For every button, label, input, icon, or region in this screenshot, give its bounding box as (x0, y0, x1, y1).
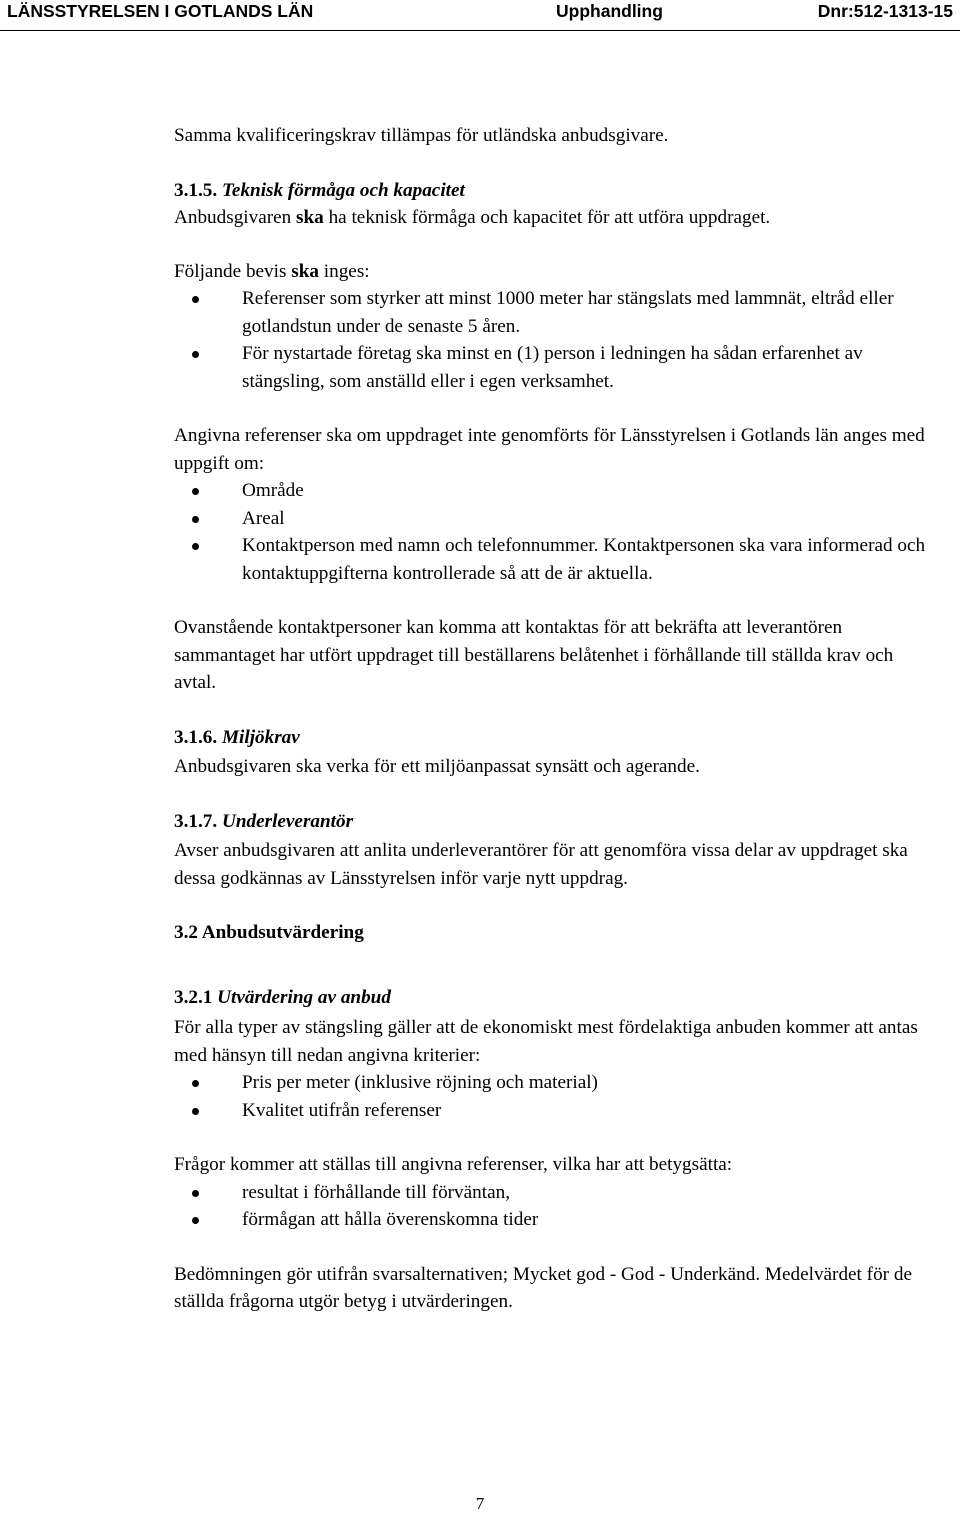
list-item-text: Kontaktperson med namn och telefonnummer. Kontaktpersonen ska vara informerad och kontaktuppgifterna kontrollerade så att de är aktuella. (242, 535, 926, 584)
list-item-text: Areal (242, 507, 285, 529)
list-item-text: Område (242, 480, 304, 501)
section-number: 3.2.1 (174, 986, 213, 1008)
list-item (174, 1179, 926, 1207)
section-3-1-6-text: Anbudsgivaren ska verka för ett miljöanpassat synsätt och agerande. (174, 756, 700, 777)
section-number: 3.1.7. (174, 810, 218, 832)
bullet-icon (192, 1108, 199, 1115)
list-item-text: För nystartade företag ska minst en (1) person i ledningen ha sådan erfarenhet av stängsling, som anställd eller i egen verksamhet. (242, 343, 863, 392)
section-3-1-6-heading (174, 724, 926, 752)
bullet-icon (192, 516, 199, 523)
paragraph-contacts: Ovanstående kontaktpersoner kan komma att kontaktas för att bekräfta att leverantören sammantaget har utfört uppdraget till beställarens belåtenhet i förhållande till ställda krav och avtal. (174, 617, 894, 693)
bullet-icon (192, 488, 199, 495)
text-fragment: ha teknisk förmåga och kapacitet för att utföra uppdraget. (323, 207, 771, 228)
references-list (174, 477, 926, 587)
section-title: Underleverantör (221, 810, 354, 832)
page-number: 7 (475, 1494, 485, 1513)
section-3-1-7-text: Avser anbudsgivaren att anlita underleverantörer för att genomföra vissa delar av uppdraget ska dessa godkännas av Länsstyrelsen inför varje nytt uppdrag. (174, 840, 908, 889)
questions-intro: Frågor kommer att ställas till angivna referenser, vilka har att betygsätta: (174, 1154, 733, 1175)
list-item-text: resultat i förhållande till förväntan, (242, 1181, 510, 1203)
section-3-1-7-heading (174, 808, 926, 836)
list-item-text: förmågan att hålla överenskomna tider (242, 1209, 539, 1230)
list-item-text: Referenser som styrker att minst 1000 meter har stängslats med lammnät, eltråd eller gotlandstun under de senaste 5 åren. (242, 288, 894, 337)
bullet-icon (192, 1217, 199, 1224)
list-item (174, 1206, 926, 1234)
evidence-list (174, 285, 926, 395)
text-fragment: Följande bevis (174, 260, 292, 282)
criteria-list (174, 1069, 926, 1124)
list-item (174, 1069, 926, 1097)
paragraph-foreign-bidders: Samma kvalificeringskrav tillämpas för utländska anbudsgivare. (174, 125, 669, 146)
section-number: 3.1.6. (174, 726, 218, 748)
section-3-2-1-text: För alla typer av stängsling gäller att de ekonomiskt mest fördelaktiga anbuden kommer att antas med hänsyn till nedan angivna kriterier: (174, 1017, 918, 1066)
bullet-icon (192, 296, 199, 303)
text-fragment: inges: (318, 260, 370, 282)
list-item (174, 285, 926, 340)
section-title: Utvärdering av anbud (217, 986, 391, 1008)
text-fragment: Anbudsgivaren (174, 207, 297, 228)
page-header (0, 0, 960, 31)
section-number: 3.1.5. (174, 179, 218, 201)
list-item (174, 340, 926, 395)
section-3-1-5-text (174, 204, 926, 232)
list-item-text: Pris per meter (inklusive röjning och material) (242, 1072, 598, 1093)
section-title: Teknisk förmåga och kapacitet (221, 179, 465, 201)
section-3-1-5-heading (174, 177, 926, 205)
text-emphasis: ska (291, 260, 319, 282)
header-organization: LÄNSSTYRELSEN I GOTLANDS LÄN (7, 1, 314, 21)
bullet-icon (192, 1080, 199, 1087)
evidence-intro (174, 258, 926, 286)
bullet-icon (192, 1190, 199, 1197)
list-item (174, 532, 926, 587)
list-item (174, 505, 926, 533)
questions-list (174, 1179, 926, 1234)
list-item (174, 477, 926, 505)
section-3-2-heading: 3.2 Anbudsutvärdering (174, 922, 364, 943)
text-emphasis: ska (296, 207, 324, 228)
section-title: Miljökrav (221, 726, 300, 748)
references-intro: Angivna referenser ska om uppdraget inte genomförts för Länsstyrelsen i Gotlands län anges med uppgift om: (174, 425, 925, 474)
bullet-icon (192, 351, 199, 358)
header-document-type: Upphandling (556, 1, 663, 21)
section-3-2-1-heading (174, 984, 926, 1012)
header-case-number: Dnr:512-1313-15 (817, 1, 953, 21)
list-item-text: Kvalitet utifrån referenser (242, 1099, 442, 1121)
bullet-icon (192, 543, 199, 550)
list-item (174, 1097, 926, 1125)
document-body (174, 122, 926, 1316)
paragraph-assessment: Bedömningen gör utifrån svarsalternativen; Mycket god - God - Underkänd. Medelvärdet för de ställda frågorna utgör betyg i utvärderingen. (174, 1263, 912, 1312)
